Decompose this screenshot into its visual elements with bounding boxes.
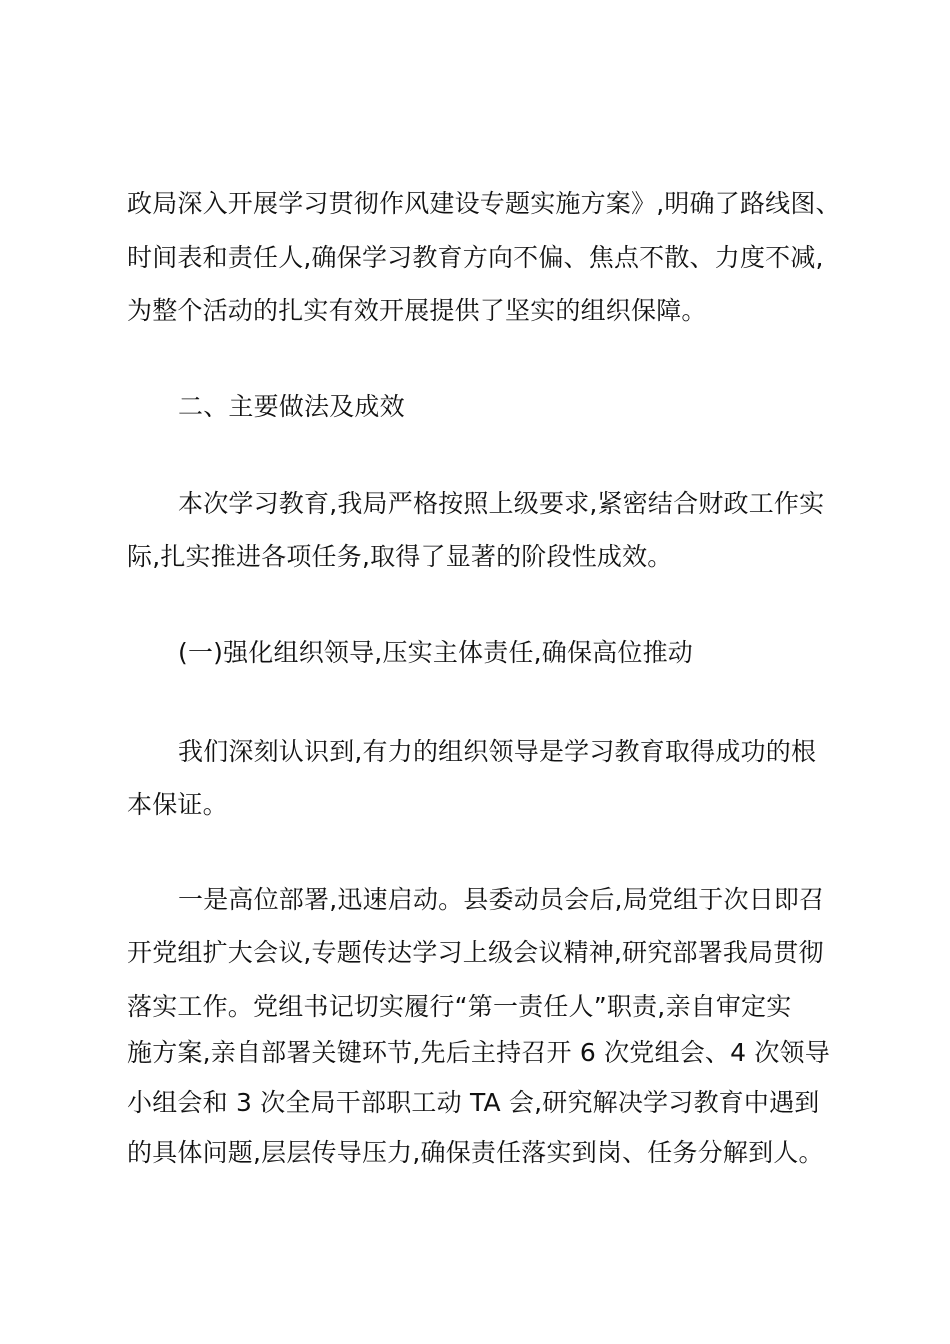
text-line: 本保证。: [127, 790, 228, 819]
text-line: 本次学习教育,我局严格按照上级要求,紧密结合财政工作实: [178, 489, 825, 518]
section-heading: 二、主要做法及成效: [178, 392, 405, 421]
text-line: 我们深刻认识到,有力的组织领导是学习教育取得成功的根: [178, 737, 817, 766]
text-line: 为整个活动的扎实有效开展提供了坚实的组织保障。: [127, 296, 707, 325]
text-line: 时间表和责任人,确保学习教育方向不偏、焦点不散、力度不减,: [127, 243, 824, 272]
text-line: 落实工作。党组书记切实履行“第一责任人”职责,亲自审定实: [127, 992, 792, 1021]
text-line: 的具体问题,层层传导压力,确保责任落实到岗、任务分解到人。: [127, 1138, 824, 1167]
text-line: 际,扎实推进各项任务,取得了显著的阶段性成效。: [127, 542, 673, 571]
text-line: 小组会和 3 次全局干部职工动 TA 会,研究解决学习教育中遇到: [127, 1088, 820, 1117]
text-line: 施方案,亲自部署关键环节,先后主持召开 6 次党组会、4 次领导: [127, 1038, 830, 1067]
text-line: 开党组扩大会议,专题传达学习上级会议精神,研究部署我局贯彻: [127, 938, 824, 967]
text-line: 政局深入开展学习贯彻作风建设专题实施方案》,明确了路线图、: [127, 189, 841, 218]
subsection-heading: (一)强化组织领导,压实主体责任,确保高位推动: [178, 638, 694, 667]
text-line: 一是高位部署,迅速启动。县委动员会后,局党组于次日即召: [178, 885, 825, 914]
